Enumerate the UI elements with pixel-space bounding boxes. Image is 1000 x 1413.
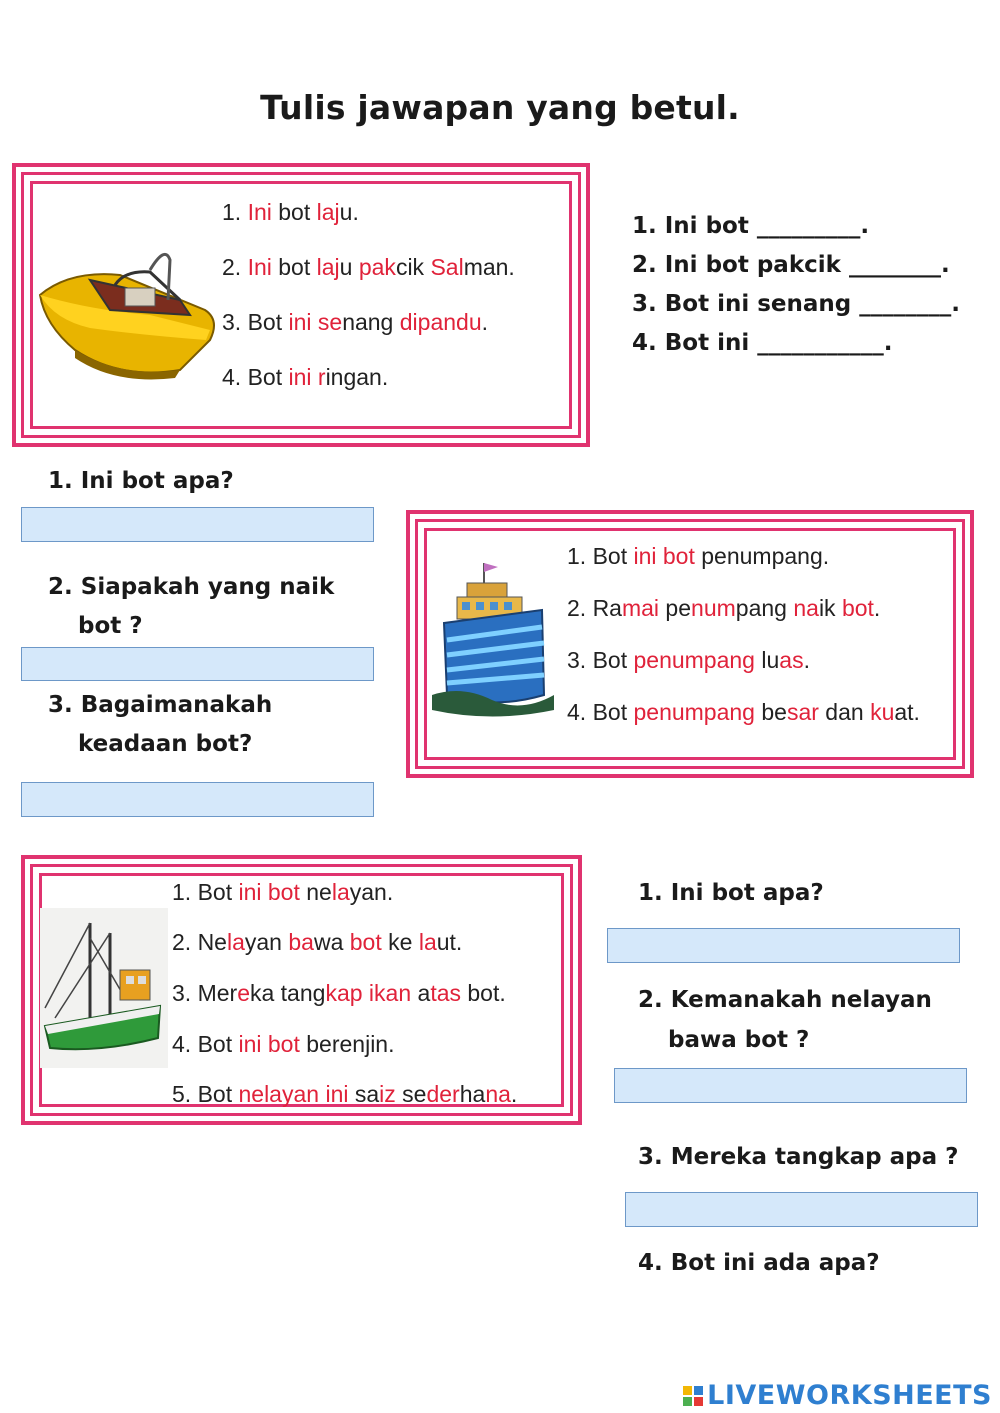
highlighted-syllable: laj	[316, 199, 340, 225]
sentence-text: ik	[818, 595, 842, 621]
sentence-text: 1.	[222, 199, 248, 225]
sentence-text: .	[803, 647, 810, 673]
highlighted-syllable: bot	[662, 543, 695, 569]
sentence-1-3	[222, 309, 488, 336]
question-3-2: 2. Kemanakah nelayan	[638, 987, 932, 1013]
question-3-2-cont: bawa bot ?	[668, 1027, 810, 1053]
sentence-text: u	[339, 254, 359, 280]
sentence-text: ke	[381, 929, 419, 955]
sentence-text: 4. Bot	[172, 1031, 239, 1057]
sentence-text: sa	[348, 1081, 380, 1107]
sentence-text: cik	[395, 254, 431, 280]
question-2-1: 1. Ini bot apa?	[48, 468, 234, 494]
sentence-text: nang	[342, 309, 400, 335]
highlighted-syllable: bot	[841, 595, 874, 621]
highlighted-syllable: ikan	[368, 980, 412, 1006]
highlighted-syllable: bot	[267, 1031, 300, 1057]
question-3-1: 1. Ini bot apa?	[638, 880, 824, 906]
highlighted-syllable: sar	[786, 699, 819, 725]
sentence-text: at.	[894, 699, 920, 725]
highlighted-syllable: la	[331, 879, 350, 905]
sentence-text: .	[873, 595, 881, 621]
highlighted-syllable: nela	[238, 1081, 282, 1107]
highlighted-syllable: bot	[349, 929, 382, 955]
sentence-text: a	[411, 980, 431, 1006]
sentence-text: be	[754, 699, 787, 725]
sentence-text: .	[510, 1081, 518, 1107]
sentence-text: yan.	[349, 879, 394, 905]
fill-question-4: 4. Bot ini ___________.	[632, 330, 893, 356]
question-2-2-cont: bot ?	[78, 613, 143, 639]
sentence-text: dan	[818, 699, 871, 725]
sentence-text: ne	[299, 879, 332, 905]
fishing-boat-icon	[40, 908, 168, 1068]
fill-question-1: 1. Ini bot _________.	[632, 213, 870, 239]
highlighted-syllable: penumpang	[633, 647, 755, 673]
highlighted-syllable: ini	[633, 543, 657, 569]
sentence-text: man.	[463, 254, 515, 280]
question-3-4: 4. Bot ini ada apa?	[638, 1250, 880, 1276]
sentence-text: yan	[244, 929, 289, 955]
highlighted-syllable: Ini	[247, 254, 272, 280]
sentence-1-1	[222, 199, 359, 226]
highlighted-syllable: r	[317, 364, 326, 390]
sentence-text: berenjin.	[299, 1031, 395, 1057]
speedboat-icon	[30, 240, 225, 385]
liveworksheets-logo-icon	[683, 1386, 703, 1406]
sentence-3-3	[172, 980, 506, 1007]
answer-box-2-1[interactable]	[21, 507, 374, 542]
question-2-3: 3. Bagaimanakah	[48, 692, 273, 718]
sentence-text: wa	[313, 929, 350, 955]
sentence-text: pe	[659, 595, 692, 621]
sentence-text: 2. Ra	[567, 595, 622, 621]
answer-box-3-2[interactable]	[614, 1068, 967, 1103]
sentence-text: 2.	[222, 254, 248, 280]
sentence-text: 3. Bot	[567, 647, 634, 673]
highlighted-syllable: Sal	[430, 254, 464, 280]
highlighted-syllable: ba	[288, 929, 314, 955]
question-2-3-cont: keadaan bot?	[78, 731, 253, 757]
highlighted-syllable: der	[426, 1081, 460, 1107]
sentence-text: 5. Bot	[172, 1081, 239, 1107]
answer-box-2-3[interactable]	[21, 782, 374, 817]
sentence-text: penumpang.	[694, 543, 830, 569]
passenger-ship-icon	[432, 555, 557, 725]
highlighted-syllable: na	[793, 595, 819, 621]
sentence-text: 4. Bot	[567, 699, 634, 725]
highlighted-syllable: laj	[316, 254, 340, 280]
answer-box-2-2[interactable]	[21, 647, 374, 681]
sentence-1-4	[222, 364, 388, 391]
sentence-text: .	[481, 309, 489, 335]
page-title: Tulis jawapan yang betul.	[260, 88, 740, 127]
highlighted-syllable: la	[418, 929, 437, 955]
brand-name: LIVEWORKSHEETS	[707, 1380, 992, 1411]
sentence-text: lu	[754, 647, 780, 673]
highlighted-syllable: na	[485, 1081, 511, 1107]
highlighted-syllable: penumpang	[633, 699, 755, 725]
sentence-text: 2. Ne	[172, 929, 227, 955]
sentence-text: 4. Bot	[222, 364, 289, 390]
sentence-text: ingan.	[325, 364, 389, 390]
highlighted-syllable: ini	[238, 879, 262, 905]
highlighted-syllable: e	[237, 980, 250, 1006]
highlighted-syllable: Ini	[247, 199, 272, 225]
highlighted-syllable: la	[226, 929, 245, 955]
highlighted-syllable: kap	[325, 980, 363, 1006]
highlighted-syllable: pak	[358, 254, 396, 280]
sentence-text: bot	[271, 254, 317, 280]
sentence-text: pang	[735, 595, 794, 621]
sentence-text: ka tang	[249, 980, 326, 1006]
liveworksheets-brand	[683, 1380, 992, 1411]
sentence-text: 1. Bot	[567, 543, 634, 569]
highlighted-syllable: yan	[281, 1081, 320, 1107]
highlighted-syllable: ini	[325, 1081, 349, 1107]
highlighted-syllable: dipan	[399, 309, 457, 335]
sentence-3-5	[172, 1081, 517, 1108]
question-2-2: 2. Siapakah yang naik	[48, 574, 335, 600]
highlighted-syllable: iz	[379, 1081, 396, 1107]
highlighted-syllable: bot	[267, 879, 300, 905]
highlighted-syllable: ini	[288, 364, 312, 390]
fill-question-2: 2. Ini bot pakcik ________.	[632, 252, 950, 278]
sentence-text: ut.	[436, 929, 463, 955]
highlighted-syllable: se	[317, 309, 343, 335]
highlighted-syllable: ini	[288, 309, 312, 335]
sentence-3-1	[172, 879, 393, 906]
sentence-text: 1. Bot	[172, 879, 239, 905]
question-3-3: 3. Mereka tangkap apa ?	[638, 1144, 959, 1170]
sentence-text: u.	[339, 199, 359, 225]
sentence-text: 3. Mer	[172, 980, 238, 1006]
sentence-text: bot	[271, 199, 317, 225]
highlighted-syllable: mai	[621, 595, 660, 621]
answer-box-3-1[interactable]	[607, 928, 960, 963]
answer-box-3-3[interactable]	[625, 1192, 978, 1227]
highlighted-syllable: ku	[870, 699, 895, 725]
sentence-2-1	[567, 543, 829, 570]
highlighted-syllable: ini	[238, 1031, 262, 1057]
sentence-2-2	[567, 595, 880, 622]
highlighted-syllable: num	[691, 595, 736, 621]
sentence-2-3	[567, 647, 810, 674]
sentence-3-2	[172, 929, 462, 956]
sentence-text: se	[395, 1081, 427, 1107]
highlighted-syllable: tas	[430, 980, 461, 1006]
sentence-1-2	[222, 254, 515, 281]
highlighted-syllable: du	[456, 309, 482, 335]
sentence-2-4	[567, 699, 920, 726]
sentence-3-4	[172, 1031, 395, 1058]
sentence-text: 3. Bot	[222, 309, 289, 335]
fill-question-3: 3. Bot ini senang ________.	[632, 291, 960, 317]
sentence-text: ha	[459, 1081, 486, 1107]
highlighted-syllable: as	[779, 647, 804, 673]
sentence-text: bot.	[461, 980, 506, 1006]
